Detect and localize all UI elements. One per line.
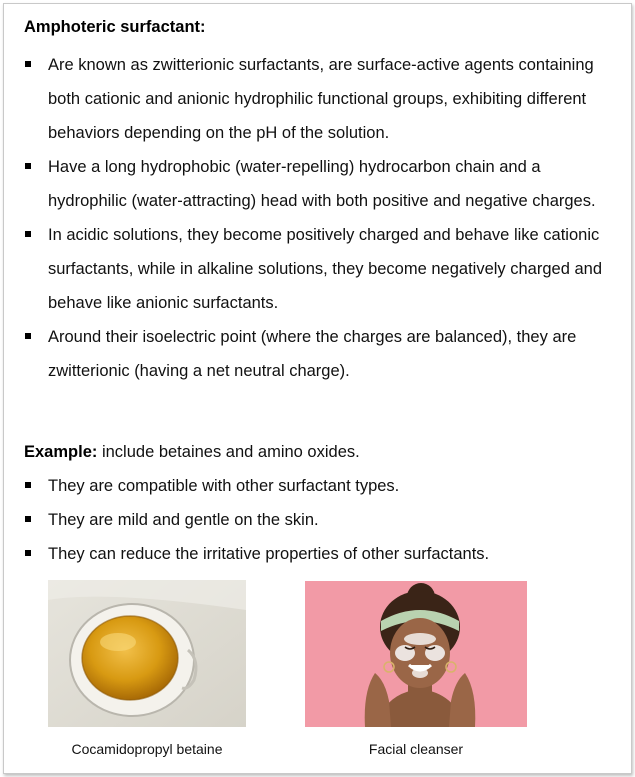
bullet-text: They are mild and gentle on the skin. xyxy=(48,511,319,529)
bullet-text: They can reduce the irritative properties of other surfactants. xyxy=(48,545,490,563)
image-caption: Cocamidopropyl betaine xyxy=(71,741,223,757)
section-heading: Amphoteric surfactant: xyxy=(24,18,206,36)
square-bullet-icon xyxy=(25,482,31,488)
square-bullet-icon xyxy=(25,550,31,556)
image-caption: Facial cleanser xyxy=(368,741,464,757)
properties-list xyxy=(24,48,614,388)
square-bullet-icon xyxy=(25,163,31,169)
woman-face-wash-photo xyxy=(305,581,527,727)
list-item xyxy=(24,469,614,503)
bullet-text: They are compatible with other surfactant types. xyxy=(48,477,400,495)
content-card xyxy=(3,3,632,774)
bullet-text: Have a long hydrophobic (water-repelling) hydrocarbon chain and a hydrophilic (water-attracting) head with both positive and negative charges. xyxy=(48,158,596,210)
list-item xyxy=(24,320,614,388)
list-item xyxy=(24,503,614,537)
square-bullet-icon xyxy=(25,61,31,67)
square-bullet-icon xyxy=(25,516,31,522)
example-label: Example: xyxy=(24,443,98,461)
bullet-text: Around their isoelectric point (where the charges are balanced), they are zwitterionic (having a net neutral charge). xyxy=(48,328,577,380)
example-list xyxy=(24,469,614,571)
bullet-text: Are known as zwitterionic surfactants, are surface-active agents containing both cationic and anionic hydrophilic functional groups, exhibiting different behaviors depending on the pH of the solution. xyxy=(48,56,594,142)
square-bullet-icon xyxy=(25,333,31,339)
bullet-text: In acidic solutions, they become positively charged and behave like cationic surfactants, while in alkaline solutions, they become negatively charged and behave like anionic surfactants. xyxy=(48,226,602,312)
square-bullet-icon xyxy=(25,231,31,237)
list-item xyxy=(24,150,614,218)
list-item xyxy=(24,48,614,150)
example-line xyxy=(24,435,360,469)
example-text: include betaines and amino oxides. xyxy=(97,443,360,461)
beaker-photo xyxy=(48,580,246,727)
list-item xyxy=(24,537,614,571)
list-item xyxy=(24,218,614,320)
